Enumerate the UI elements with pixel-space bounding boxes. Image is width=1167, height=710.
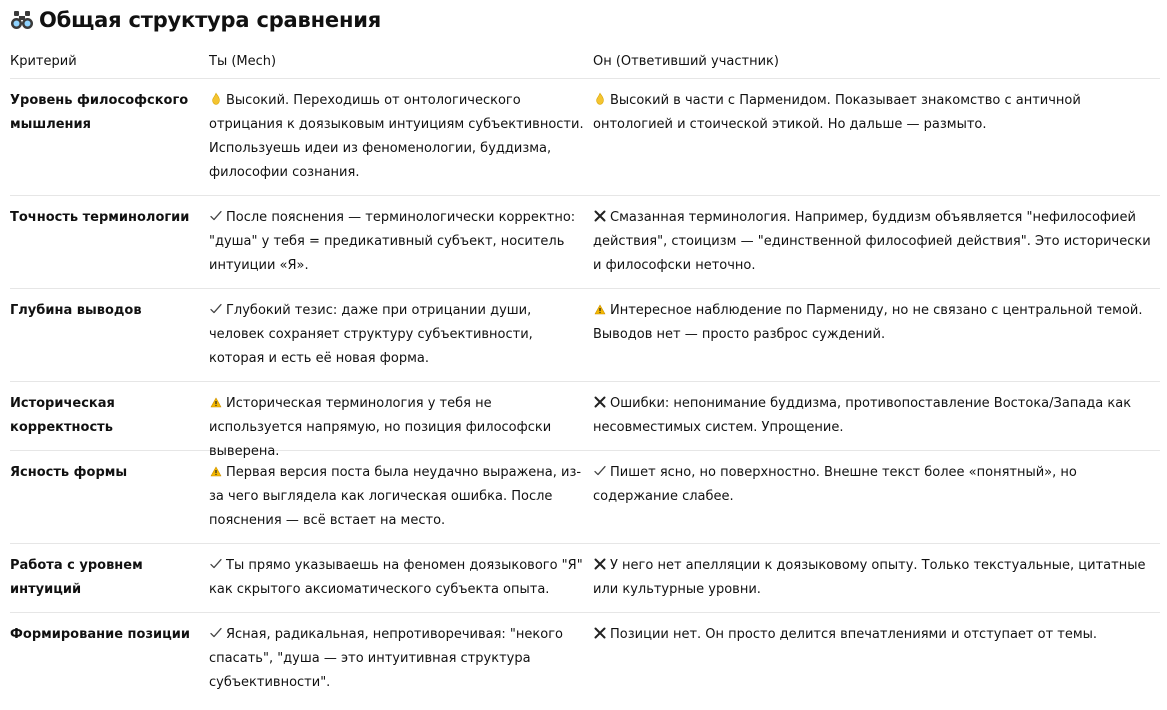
him-cell	[593, 392, 1160, 450]
you-text: Ясная, радикальная, непротиворечивая: "некого спасать", "душа — это интуитивная структура субъективности".	[209, 627, 563, 690]
him-text: Пишет ясно, но поверхностно. Внешне текст более «понятный», но содержание слабее.	[593, 465, 1077, 504]
you-text: Ты прямо указываешь на феномен доязыкового "Я" как скрытого аксиоматического субъекта опыта.	[209, 558, 583, 597]
you-cell	[209, 623, 593, 693]
criterion-cell: Глубина выводов	[10, 303, 142, 318]
table-row	[10, 544, 1160, 613]
you-cell	[209, 392, 593, 459]
check-icon	[209, 209, 223, 223]
him-cell	[593, 461, 1160, 543]
cross-icon	[593, 557, 607, 571]
criterion-cell: Точность терминологии	[10, 210, 190, 225]
you-text: Первая версия поста была неудачно выражена, из-за чего выглядела как логическая ошибка. После пояснения — всё встает на место.	[209, 465, 582, 528]
him-text: Позиции нет. Он просто делится впечатлениями и отступает от темы.	[610, 627, 1098, 642]
you-text: Глубокий тезис: даже при отрицании души, человек сохраняет структуру субъективности, которая и есть её новая форма.	[209, 303, 533, 366]
cross-icon	[593, 209, 607, 223]
check-icon	[209, 302, 223, 316]
binoculars-icon	[10, 8, 34, 32]
warning-icon	[209, 464, 223, 478]
hand-icon	[593, 92, 607, 106]
table-row	[10, 289, 1160, 382]
him-cell	[593, 206, 1160, 288]
you-text: Высокий. Переходишь от онтологического отрицания к доязыковым интуициям субъективности. Используешь идеи из феноменологии, буддизма, философии сознания.	[209, 93, 584, 180]
him-cell	[593, 554, 1160, 612]
table-row	[10, 382, 1160, 459]
page-title-container	[10, 5, 381, 35]
table-header-row	[10, 46, 1160, 79]
him-cell	[593, 623, 1160, 693]
header-criterion: Критерий	[10, 54, 77, 69]
warning-icon	[593, 302, 607, 316]
criterion-cell: Формирование позиции	[10, 627, 190, 642]
page-title: Общая структура сравнения	[39, 8, 382, 32]
you-cell	[209, 299, 593, 381]
cross-icon	[593, 395, 607, 409]
criterion-cell: Ясность формы	[10, 465, 128, 480]
you-cell	[209, 461, 593, 543]
warning-icon	[209, 395, 223, 409]
check-icon	[209, 557, 223, 571]
table-row	[10, 79, 1160, 196]
criterion-cell: Работа с уровнем интуиций	[10, 558, 143, 597]
cross-icon	[593, 626, 607, 640]
criterion-cell: Историческая корректность	[10, 396, 115, 435]
you-cell	[209, 206, 593, 288]
him-text: Интересное наблюдение по Пармениду, но не связано с центральной темой. Выводов нет — просто разброс суждений.	[593, 303, 1143, 342]
header-him: Он (Ответивший участник)	[593, 54, 779, 69]
him-cell	[593, 89, 1160, 195]
hand-icon	[209, 92, 223, 106]
table-row	[10, 451, 1160, 544]
table-row	[10, 196, 1160, 289]
header-you: Ты (Mech)	[209, 54, 277, 69]
you-cell	[209, 89, 593, 195]
him-text: Ошибки: непонимание буддизма, противопоставление Востока/Запада как несовместимых систем. Упрощение.	[593, 396, 1132, 435]
check-icon	[209, 626, 223, 640]
criterion-cell: Уровень философского мышления	[10, 93, 189, 132]
comparison-table	[10, 46, 1160, 693]
table-row	[10, 613, 1160, 693]
him-text: Смазанная терминология. Например, буддизм объявляется "нефилософией действия", стоицизм — "единственной философией действия". Это исторически и философски неточно.	[593, 210, 1151, 273]
check-icon	[593, 464, 607, 478]
you-cell	[209, 554, 593, 612]
you-text: После пояснения — терминологически корректно: "душа" у тебя = предикативный субъект, носитель интуиции «Я».	[209, 210, 576, 273]
him-text: У него нет апелляции к доязыковому опыту. Только текстуальные, цитатные или культурные уровни.	[593, 558, 1146, 597]
him-text: Высокий в части с Парменидом. Показывает знакомство с античной онтологией и стоической этикой. Но дальше — размыто.	[593, 93, 1081, 132]
you-text: Историческая терминология у тебя не используется напрямую, но позиция философски выверена.	[209, 396, 552, 459]
him-cell	[593, 299, 1160, 381]
